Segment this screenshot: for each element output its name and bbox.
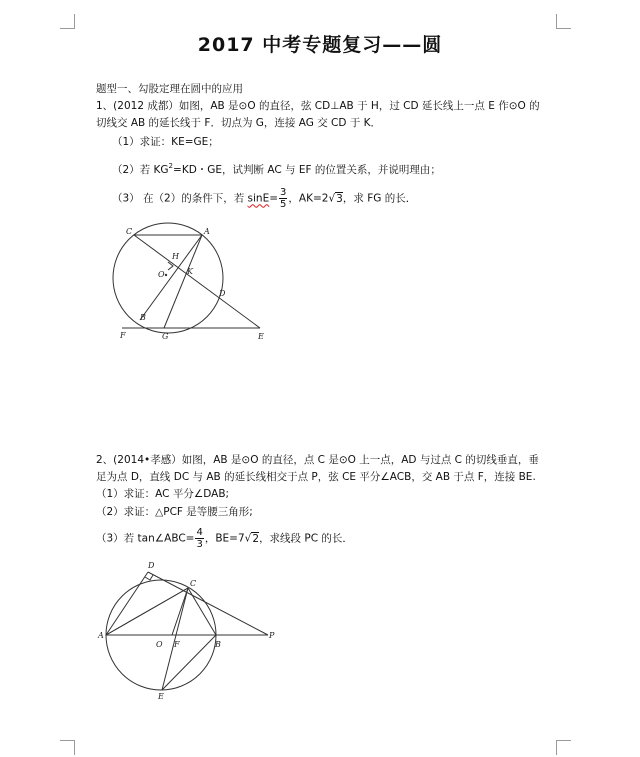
segment-ce [134, 235, 260, 328]
segment-eb [162, 635, 216, 690]
label-c: C [190, 579, 197, 588]
label-a: A [98, 631, 104, 640]
problem1-part1: （1）求证：KE=GE； [112, 136, 219, 148]
problem1-part3-prefix: （3） 在（2）的条件下，若 [112, 192, 248, 205]
problem2-part1: （1）求证：AC 平分∠DAB; [96, 488, 230, 500]
segment-ab [140, 235, 202, 320]
problem2-part3-suffix: ，求线段 PC 的长． [259, 532, 353, 545]
label-c: C [126, 227, 133, 236]
label-o: O [158, 270, 165, 279]
problem2-figure [98, 556, 288, 701]
problem1-figure [110, 222, 280, 347]
chord-ce [162, 588, 188, 690]
problem1-part2-prefix: （2）若 KG [112, 164, 169, 176]
label-k: K [187, 267, 193, 276]
page-title: 2017 中考专题复习——圆 [197, 34, 443, 56]
problem1-part3-sqrt-value: 3 [336, 192, 343, 205]
label-o: O [156, 640, 163, 649]
page-corner-mark-top-right [556, 14, 571, 29]
tangent-dp [148, 572, 268, 635]
center-point-o [165, 274, 167, 276]
problem1-part3-mid: ，AK=2 [288, 192, 329, 205]
label-e: E [258, 332, 264, 341]
label-b: B [215, 640, 221, 649]
label-f: F [120, 331, 126, 340]
circle-o [113, 223, 223, 333]
label-e: E [158, 692, 164, 701]
problem1-part3 [112, 187, 416, 210]
page-corner-mark-bottom-left [60, 740, 75, 755]
label-b: B [140, 313, 146, 322]
problem1-part3-eq: = [269, 192, 279, 205]
sqrt-sign: √ [328, 192, 336, 205]
fraction-denominator: 3 [196, 539, 203, 550]
problem1-part2-suffix: =KD・GE，试判断 AC 与 EF 的位置关系，并说明理由； [173, 164, 441, 176]
problem2-line2: 足为点 D，直线 DC 与 AB 的延长线相交于点 P，弦 CE 平分∠ACB，交 AB 于点 F，连接 BE. [96, 471, 536, 483]
label-d: D [219, 289, 226, 298]
right-angle-mark [145, 575, 153, 580]
problem2-part3-prefix: （3）若 tan∠ABC= [96, 532, 195, 545]
fraction-denominator: 5 [280, 199, 287, 210]
segment-ad [106, 572, 148, 635]
label-p: P [269, 631, 275, 640]
problem1-line2: 切线交 AB 的延长线于 F．切点为 G，连接 AG 交 CD 于 K． [96, 117, 382, 129]
problem2-line1: 2、(2014•孝感）如图，AB 是⊙O 的直径，点 C 是⊙O 上一点，AD 与过点 C 的切线垂直，垂 [96, 454, 539, 466]
section-heading: 题型一、勾股定理在圆中的应用 [96, 83, 243, 95]
problem1-line1: 1、(2012 成都）如图，AB 是⊙O 的直径，弦 CD⊥AB 于 H，过 CD 延长线上一点 E 作⊙O 的 [96, 100, 540, 112]
problem2-part3 [96, 527, 353, 550]
label-d: D [148, 561, 155, 570]
label-f: F [174, 640, 180, 649]
sqrt-sign: √ [244, 532, 252, 545]
segment-ac-dup [106, 588, 188, 635]
fraction-numerator: 3 [280, 187, 287, 198]
segment-cf [172, 588, 188, 635]
label-g: G [162, 332, 169, 341]
problem2-part2: （2）求证：△PCF 是等腰三角形; [96, 506, 253, 518]
problem1-part2-exponent: 2 [168, 162, 174, 170]
problem1-part3-sine: sinE [247, 192, 270, 205]
fraction-numerator: 4 [196, 527, 203, 538]
problem2-part3-mid: ，BE=7 [204, 532, 245, 545]
label-h: H [172, 252, 179, 261]
problem1-part3-fraction [279, 187, 287, 210]
label-a: A [204, 227, 210, 236]
page-corner-mark-bottom-right [556, 740, 571, 755]
segment-cb [188, 588, 216, 635]
problem1-part2 [112, 159, 441, 177]
problem2-part3-sqrt-value: 2 [252, 532, 260, 545]
problem2-part3-fraction [195, 527, 203, 550]
problem1-part3-suffix: ，求 FG 的长． [342, 192, 417, 205]
page-corner-mark-top-left [60, 14, 75, 29]
